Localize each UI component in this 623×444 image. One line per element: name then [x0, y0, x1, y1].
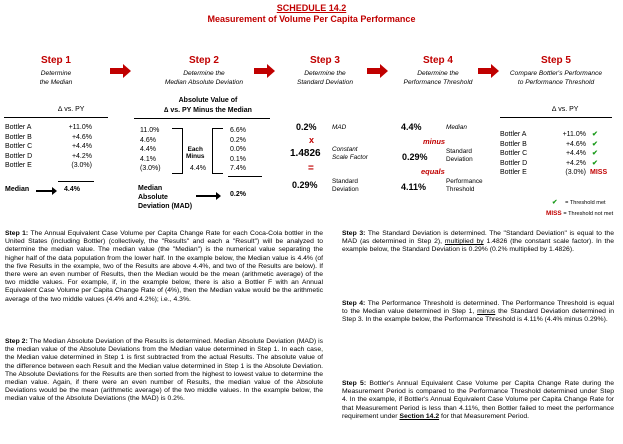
list-item: Bottler D	[5, 152, 33, 160]
step1-subtitle: Determine the Median	[39, 70, 73, 86]
step4-subtitle: Determine the Performance Threshold	[403, 70, 473, 86]
list-item: +4.2%	[71, 152, 92, 160]
list-item: (3.0%)	[565, 169, 586, 177]
minus-value: 4.4%	[190, 165, 206, 172]
col5-labels	[500, 130, 527, 178]
list-item: 7.4%	[230, 165, 246, 173]
divider	[58, 181, 94, 182]
col4-pt-value: 4.11%	[401, 182, 427, 192]
list-item: Bottler D	[500, 159, 528, 167]
col1-labels	[5, 123, 32, 171]
step2-subtitle: Determine the Median Absolute Deviation	[164, 70, 244, 86]
arrow-icon	[254, 64, 276, 78]
arrow-icon	[196, 192, 222, 200]
list-item: 0.1%	[230, 155, 246, 163]
list-item: 4.4%	[140, 146, 156, 154]
mad-label: Median Absolute Deviation (MAD)	[138, 185, 193, 210]
col4-sd-value: 0.29%	[402, 152, 428, 162]
check-icon: ✔	[592, 150, 598, 158]
list-item: +4.6%	[71, 133, 92, 141]
step3-title: Step 3	[309, 55, 340, 66]
arrow-icon	[110, 64, 132, 78]
step5-title: Step 5	[540, 55, 571, 66]
arrow-icon	[478, 64, 500, 78]
arrow-icon	[367, 64, 389, 78]
miss-badge: MISS	[590, 169, 608, 177]
col4-sd-label: Standard Deviation	[446, 148, 473, 163]
list-item: 4.1%	[140, 155, 156, 163]
divider	[134, 118, 270, 119]
check-icon: ✔	[552, 199, 558, 206]
each-minus-label: Each Minus	[186, 146, 205, 160]
divider	[228, 176, 262, 177]
step5-text: Step 5: Bottler's Annual Equivalent Case Volume per Capita Change Rate during the Measurement Period is compared to the Performance Threshold determined under Step 4. In the example, if Bottler's Annual Equivalent Case Volume per Capita Change Rate for that Measurement Period is less than 4.11%, then Bottler failed to meet the performance requirement under Section 14.2 for that Measurement Period.	[342, 380, 614, 420]
list-item: +4.4%	[565, 150, 586, 158]
col2-right-values	[230, 126, 246, 174]
legend-not-met: MISS = Threshold not met	[546, 210, 614, 217]
check-icon: ✔	[592, 159, 598, 167]
bracket	[172, 128, 183, 174]
list-item: 6.6%	[230, 127, 246, 134]
list-item: Bottler A	[500, 131, 527, 138]
col1-values	[58, 123, 92, 171]
col2-header: Absolute Value of ∆ vs. PY Minus the Median	[164, 97, 252, 114]
list-item: (3.0%)	[71, 162, 92, 170]
list-item: +4.4%	[71, 143, 92, 151]
list-item: Bottler E	[500, 169, 527, 177]
list-item: Bottler B	[5, 133, 32, 141]
list-item: 0.0%	[230, 146, 246, 154]
step1-text: Step 1: The Annual Equivalent Case Volume per Capita Change Rate for each Coca-Cola bottler in the United States (including Bottler) (collectively, the "Results" and each a "Result") will be analyzed to determine the median value. The median value (the "Median") is the numerical value separating the higher half of the data population from the lower half. In the example below, the Median value is 4.4% (of the five Results in the example, two of the Results are above 4.4%, and two of the Results are below). If there were an even number of Results, then the Median would be the mean (arithmetic average) of the two middle values. For example, if, in the example below, there is also a Bottler F with an Annual Equivalent Case Volume per Capita Change Rate of (4%), then the Median value would be the arithmetic average of the two middle values (4.4% and 4.2%); i.e., 4.3%.	[5, 230, 323, 303]
minus-word: minus	[423, 137, 446, 146]
col3-factor-value: 1.4826	[290, 148, 321, 159]
step4-text: Step 4: The Performance Threshold is determined. The Performance Threshold is equal to the Median value determined in Step 1, minus the Standard Deviation determined in Step 3. In the example below, the Performance Threshold is 4.11% (4.4% minus 0.29%).	[342, 300, 614, 324]
times-symbol: x	[309, 135, 315, 145]
col4-median-label: Median	[446, 124, 467, 131]
check-icon: ✔	[592, 131, 598, 138]
step2-title: Step 2	[188, 55, 219, 66]
col3-mad-value: 0.2%	[296, 122, 317, 132]
col3-sd-label: Standard Deviation	[332, 178, 359, 193]
equals-symbol: =	[308, 163, 314, 174]
col3-factor-label: Constant Scale Factor	[332, 146, 368, 161]
list-item: +11.0%	[562, 131, 586, 138]
col3-mad-label: MAD	[332, 124, 347, 131]
list-item: 4.6%	[140, 136, 156, 144]
step3-text: Step 3: The Standard Deviation is determined. The "Standard Deviation" is equal to the MAD (as determined in Step 2), multiplied by 1.4826 (the constant scale factor). In the example below, the Standard Deviation is 0.29% (0.2% multiplied by 1.4826).	[342, 230, 614, 254]
col4-median-value: 4.4%	[401, 122, 422, 132]
col2-left-values	[140, 126, 161, 174]
arrow-icon	[36, 187, 58, 195]
list-item: 0.2%	[230, 136, 246, 144]
col5-marks	[592, 130, 607, 178]
list-item: 11.0%	[140, 127, 160, 134]
equals-word: equals	[421, 167, 445, 176]
legend-met: ✔ = Threshold met	[552, 199, 606, 206]
col3-sd-value: 0.29%	[292, 180, 318, 190]
list-item: Bottler A	[5, 124, 32, 131]
list-item: (3.0%)	[140, 165, 161, 173]
list-item: Bottler E	[5, 162, 32, 170]
bracket	[212, 128, 223, 174]
schedule-title: SCHEDULE 14.2	[276, 3, 347, 13]
step1-title: Step 1	[40, 55, 71, 66]
col4-pt-label: Performance Threshold	[446, 178, 483, 193]
divider	[4, 117, 108, 118]
step5-subtitle: Compare Bottler's Performance to Performance Threshold	[509, 70, 603, 86]
list-item: +4.2%	[565, 159, 586, 167]
list-item: Bottler B	[500, 140, 527, 148]
schedule-subtitle: Measurement of Volume Per Capita Performance	[207, 14, 416, 24]
step2-text: Step 2: The Median Absolute Deviation of the Results is determined. Median Absolute Deviation (MAD) is the median value of the Absolute Deviations from the Median value determined in Step 1. In each case, the Median value determined in Step 1 is first subtracted from the actual Results. The absolute value of the difference between each Result and the Median value determined in Step 1 is the Absolute Deviation. The Absolute Deviations for the Results are then sorted from the highest to lowest value to determine the median value. Again, if there were an even number of Results, the median value of the Absolute Deviations would be the mean (arithmetic average) of the two middle values. In the example below, the median value of the Absolute Deviations (the MAD) is 0.2%.	[5, 338, 323, 403]
mad-value: 0.2%	[230, 191, 246, 198]
list-item: Bottler C	[500, 150, 528, 158]
col5-header: ∆ vs. PY	[552, 106, 579, 113]
step3-subtitle: Determine the Standard Deviation	[296, 70, 354, 86]
col1-median-value: 4.4%	[64, 186, 80, 193]
divider	[500, 117, 612, 118]
col1-header: ∆ vs. PY	[58, 106, 85, 113]
step4-title: Step 4	[422, 55, 453, 66]
list-item: +11.0%	[68, 124, 92, 131]
col5-values	[552, 130, 586, 178]
col1-median-label: Median	[5, 186, 30, 193]
miss-badge: MISS	[546, 210, 562, 217]
list-item: Bottler C	[5, 143, 33, 151]
check-icon: ✔	[592, 140, 598, 148]
list-item: +4.6%	[565, 140, 586, 148]
